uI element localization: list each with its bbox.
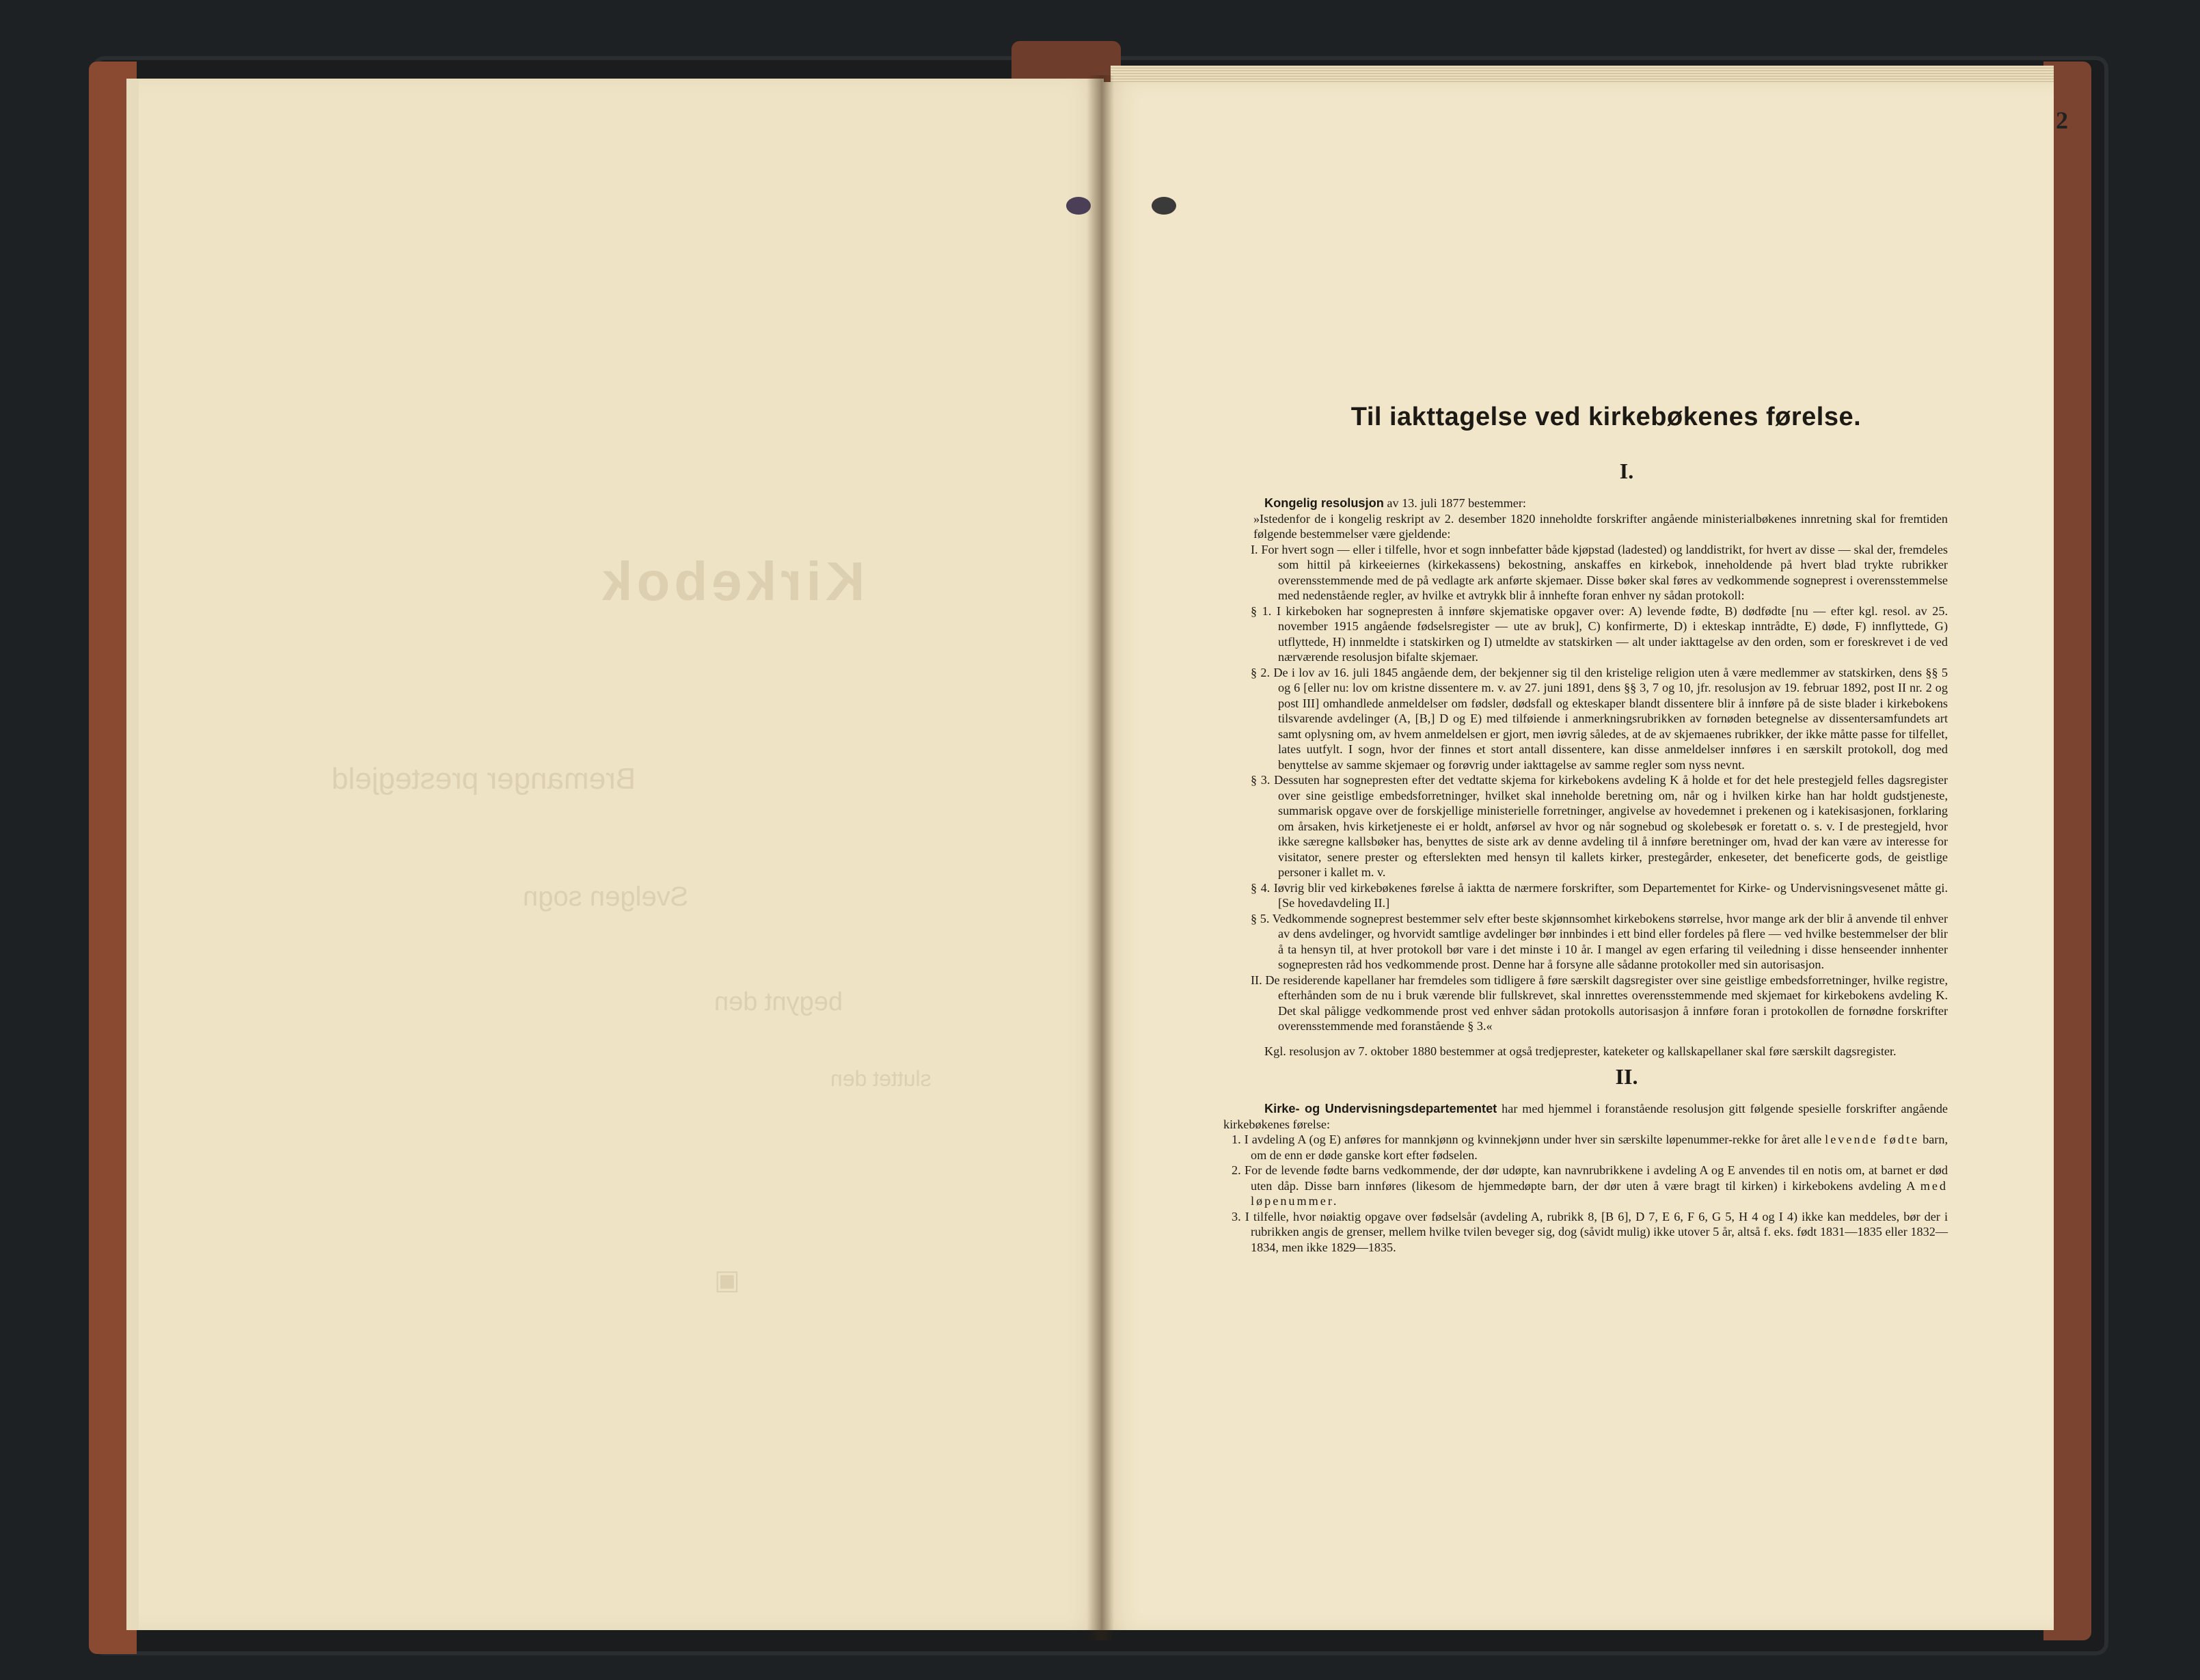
section-heading: II.	[1615, 1064, 1638, 1089]
page-title: Til iakttagelse ved kirkebøkenes førelse.	[1350, 403, 1862, 431]
spine-shadow	[1087, 75, 1114, 1640]
paragraph: § 5. Vedkommende sogneprest bestemmer selv efter beste skjønnsomhet kirkebokens størrelse, hvor mange ark der blir å anvende til enhver av dens avdelinger, og hvorvidt samtlige avdelinger bør innbindes i ett bind eller fordeles på flere — ved hvilke bestemmelser der blir å ta hensyn til, at hver protokoll bør vare i det minste i 10 år. I mangel av egen erfaring til veiledning i disse henseender innhenter sognepresten råd hos vedkommende prost. Denne har å forsyne alle sådanne protokoller med sin autorisasjon.	[1251, 911, 1948, 971]
paragraph: § 3. Dessuten har sognepresten efter det vedtatte skjema for kirkebokens avdeling K å holde et for det hele prestegjeld felles dagsregister over sine geistlige embedsforretninger, hvilket skal inneholde beretning om, når og i hvilken kirke han har holdt gudstjeneste, summarisk opgave over de forskjellige ministerielle forretninger, angivelse av hovedemnet i prekenen og i katekisasjonen, forklaring om årsaken, hvis kirketjeneste ei er holdt, anførsel av hvor og når sognebud og skolebesøk er foretatt o. s. v. I de prestegjeld, hvor ikke særegne kallsbøker has, benyttes de siste ark av denne avdeling til å innføre beretninger om, hvad der kan være av interesse for visitator, senere prester og efterslekten med hensyn til kallets kirker, prestegårder, enkeseter, det beneficerte gods, de geistlige personer i kallet m. v.	[1251, 773, 1948, 879]
paragraph: I. For hvert sogn — eller i tilfelle, hvor et sogn innbefatter både kjøpstad (ladested) og landdistrikt, for hvert av disse — skal der, fremdeles som hittil på kirkeeiernes (kirkekassens) bekostning, anskaffes en kirkebok, inneholdende på hvert blad trykte rubrikker overensstemmende med de på vedlagte ark anførte skjemaer. Disse bøker skal føres av vedkommende sogneprest i overensstemmelse med nedenstående regler, av hvilke et avtrykk blir å innhefte foran enhver ny sådan protokoll:	[1251, 542, 1948, 602]
list-item: 3. I tilfelle, hvor nøiaktig opgave over fødselsår (avdeling A, rubrikk 8, [B 6], D 7, E 6, F 6, G 5, H 4 og I 4) ikke kan meddeles, bør der i rubrikken angis de grenser, mellem hvilke tvilen beveger sig, dog (såvidt mulig) ikke utover 5 år, altså f. eks. født 1831—1835 eller 1832—1834, men ikke 1829—1835.	[1232, 1209, 1948, 1254]
paragraph: II. De residerende kapellaner har fremdeles som tidligere å føre særskilt dagsregister over sine geistlige embedsforretninger, hvilke registre, efterhånden som de nu i bruk værende blir fullskrevet, skal innrettes overensstemmende med skjemaet for kirkebokens avdeling K. Det skal påligge vedkommende prost ved enhver sådan protokolls autorisasjon å innføre foran i protokollen de fornødne forskrifter overensstemmende med foranstående § 3.«	[1251, 973, 1948, 1033]
item-text: barn, om de enn er døde ganske kort efter fødselen.	[1251, 1133, 1948, 1162]
list-item	[1223, 1132, 1948, 1163]
show-through-seal-icon: ▣	[714, 1265, 740, 1295]
lead-label: Kirke- og Undervisningsdepartementet	[1264, 1102, 1497, 1115]
paragraph-lead	[1223, 496, 1948, 511]
left-page	[126, 79, 1104, 1630]
lead-label: Kongelig resolusjon	[1264, 496, 1384, 510]
paragraph-lead	[1223, 1101, 1948, 1132]
paragraph: Kgl. resolusjon av 7. oktober 1880 bestemmer at også tredjeprester, kateketer og kallskapellaner skal føre særskilt dagsregister.	[1264, 1044, 1897, 1058]
binding-hole	[1152, 197, 1176, 215]
section-heading: I.	[1619, 459, 1634, 483]
show-through-line: Svelgen sogn	[523, 882, 689, 912]
page-stack-edges	[1111, 66, 2054, 83]
show-through-line: sluttet den	[830, 1066, 932, 1091]
lead-text: av 13. juli 1877 bestemmer:	[1387, 496, 1526, 510]
show-through-line: begynt den	[714, 988, 843, 1016]
item-text: 1. I avdeling A (og E) anføres for mannkjønn og kvinnekjønn under hver sin særskilte løpenummer-rekke for året alle	[1232, 1133, 1822, 1146]
item-emphasis: levende fødte	[1825, 1133, 1920, 1146]
paragraph: § 4. Iøvrig blir ved kirkebøkenes førelse å iaktta de nærmere forskrifter, som Departementet for Kirke- og Undervisningsvesenet måtte gi. [Se hovedavdeling II.]	[1251, 880, 1948, 910]
list-item	[1223, 1163, 1948, 1209]
item-emphasis: med løpenummer.	[1251, 1178, 1948, 1208]
lead-text: har med hjemmel i foranstående resolusjon gitt følgende spesielle forskrifter angående kirkebøkenes førelse:	[1223, 1102, 1948, 1131]
page-number: 2	[2056, 107, 2068, 134]
paragraph: »Istedenfor de i kongelig reskript av 2. desember 1820 inneholdte forskrifter angående ministerialbøkenes innretning skal for fremtiden følgende bestemmelser være gjeldende:	[1253, 511, 1948, 541]
paragraph: § 2. De i lov av 16. juli 1845 angående dem, der bekjenner sig til den kristelige religion uten å være medlemmer av statskirken, dens §§ 5 og 6 [eller nu: lov om kristne dissentere m. v. av 27. juni 1891, dens §§ 3, 7 og 10, jfr. resolusjon av 19. februar 1892, post II nr. 2 og post III] omhandlede anmeldelser om fødsler, dødsfall og ekteskaper blandt dissentere blir å innføre på de siste blader i kirkebokens tilsvarende avdelinger (A, [B,] D og E) med tilføiende i anmerkningsrubrikken av fornøden betegnelse av dissentersamfundets art samt oplysning om, av hvem anmeldelsen er gjort, men iøvrig således, at de av skjemaenes rubrikker, der ikke måtte passe for tilfellet, lates uutfylt. I sogn, hvor der finnes et stort antall dissentere, kan disse anmeldelser innføres i en særskilt protokoll, dog med benyttelse av samme skjemaer og forøvrig under iakttagelse av samme regler som nyss nevnt.	[1251, 665, 1948, 772]
show-through-title: Kirkebok	[598, 551, 865, 612]
page-edge	[126, 79, 139, 1630]
paragraph: § 1. I kirkeboken har sognepresten å innføre skjematiske opgaver over: A) levende fødte, B) dødfødte [nu — efter kgl. resol. av 25. november 1915 angående fødselsregister — ute av bruk], C) konfirmerte, D) i ekteskap inntrådte, E) døde, F) innflyttede, G) utflyttede, H) innmeldte i statskirken og I) utmeldte av statskirken — alt under iakttagelse av den orden, som er foreskrevet i de ved nærværende resolusjon bifalte skjemaer.	[1251, 604, 1948, 664]
item-text: 2. For de levende fødte barns vedkommende, der dør udøpte, kan navnrubrikkene i avdeling A og E anvendes til en notis om, at barnet er død uten dåp. Disse barn innføres (likesom de hjemmedøpte barn, der dør uten å være bragt til kirken) i kirkebokens avdeling A	[1232, 1163, 1948, 1193]
show-through-line: Bremanger prestegjeld	[331, 762, 636, 796]
document-body	[1223, 400, 1948, 1255]
